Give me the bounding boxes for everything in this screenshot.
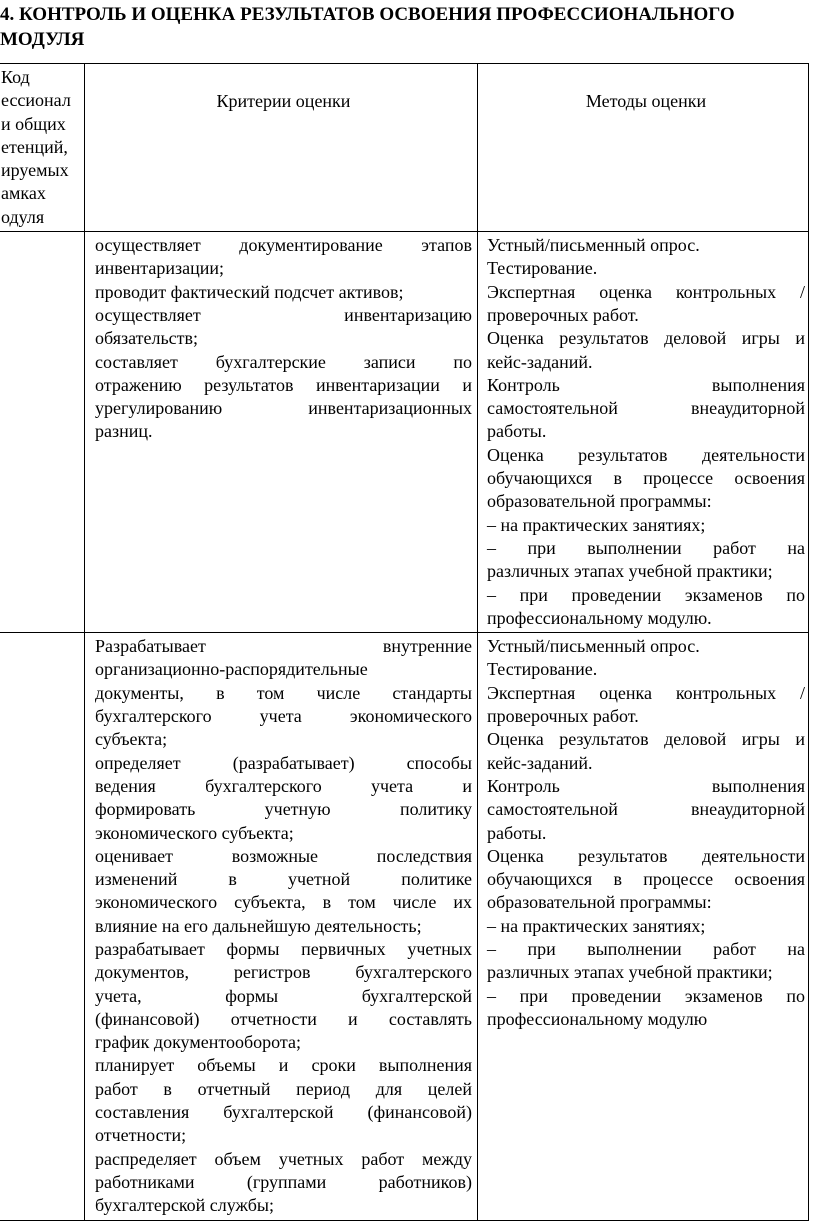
header-code-line: ируемых (1, 160, 69, 181)
criteria-line: Разрабатывает внутренние (95, 636, 472, 657)
methods-line: профессиональному модулю. (487, 607, 712, 628)
methods-line: обучающихся в процессе освоения (487, 869, 805, 890)
section-heading-line-2: МОДУЛЯ (0, 29, 85, 50)
methods-line: Оценка результатов деятельности (487, 444, 805, 465)
criteria-line: ведения бухгалтерского учета и (95, 775, 472, 796)
methods-line: образовательной программы: (487, 892, 712, 913)
methods-line: – при выполнении работ на (487, 537, 805, 558)
methods-line: Оценка результатов деловой игры и (487, 729, 805, 750)
criteria-line: бухгалтерской службы; (95, 1195, 274, 1216)
methods-line: – при выполнении работ на (487, 938, 805, 959)
criteria-line: бухгалтерского учета экономического (95, 706, 472, 727)
methods-line: проверочных работ. (487, 706, 639, 727)
methods-line: образовательной программы: (487, 491, 712, 512)
methods-line: – на практических занятиях; (487, 915, 706, 936)
header-code-lines (1, 66, 82, 229)
methods-line: самостоятельной внеаудиторной (487, 398, 805, 419)
methods-line: различных этапах учебной практики; (487, 561, 773, 582)
criteria-line: распределяет объем учетных работ между (95, 1148, 472, 1169)
methods-line: проверочных работ. (487, 304, 639, 325)
criteria-line: экономического субъекта, в том числе их (95, 892, 472, 913)
methods-line: кейс-заданий. (487, 752, 593, 773)
methods-line: Оценка результатов деятельности (487, 845, 805, 866)
criteria-line: определяет (разрабатывает) способы (95, 752, 472, 773)
criteria-line: оценивает возможные последствия (95, 845, 472, 866)
header-code-line: одуля (1, 206, 45, 227)
criteria-line: влияние на его дальнейшую деятельность; (95, 915, 422, 936)
criteria-line: график документооборота; (95, 1032, 301, 1053)
methods-line: Экспертная оценка контрольных / (487, 281, 805, 302)
methods-cell (478, 633, 809, 1220)
header-code-cell (0, 64, 85, 232)
criteria-line: проводит фактический подсчет активов; (95, 281, 404, 302)
criteria-cell (85, 232, 478, 633)
criteria-line: планирует объемы и сроки выполнения (95, 1055, 472, 1076)
criteria-line: составляет бухгалтерские записи по (95, 351, 472, 372)
methods-line: профессиональному модулю (487, 1008, 708, 1029)
methods-cell (478, 232, 809, 633)
criteria-line: разрабатывает формы первичных учетных (95, 938, 472, 959)
methods-line: Устный/письменный опрос. (487, 235, 700, 256)
methods-line: – на практических занятиях; (487, 514, 706, 535)
criteria-line: обязательств; (95, 328, 199, 349)
methods-line: Тестирование. (487, 659, 598, 680)
methods-line: Тестирование. (487, 258, 598, 279)
methods-line: – при проведении экзаменов по (487, 584, 805, 605)
criteria-line: отчетности; (95, 1125, 187, 1146)
methods-line: Контроль выполнения (487, 775, 805, 796)
methods-line: Контроль выполнения (487, 374, 805, 395)
criteria-line: составления бухгалтерской (финансовой) (95, 1102, 472, 1123)
criteria-line: экономического субъекта; (95, 822, 294, 843)
section-heading-line-1: 4. КОНТРОЛЬ И ОЦЕНКА РЕЗУЛЬТАТОВ ОСВОЕНИЯ ПРОФЕССИОНАЛЬНОГО (0, 4, 735, 25)
methods-line: работы. (487, 822, 547, 843)
criteria-line: осуществляет документирование этапов (95, 235, 472, 256)
row-code-cell (0, 633, 85, 1220)
methods-line: Оценка результатов деловой игры и (487, 328, 805, 349)
methods-line: самостоятельной внеаудиторной (487, 799, 805, 820)
methods-line: Устный/письменный опрос. (487, 636, 700, 657)
criteria-cell (85, 633, 478, 1220)
criteria-line: (финансовой) отчетности и составлять (95, 1008, 472, 1029)
criteria-line: документы, в том числе стандарты (95, 682, 472, 703)
criteria-line: инвентаризации; (95, 258, 224, 279)
header-code-line: ессионал (1, 90, 71, 111)
criteria-line: урегулированию инвентаризационных (95, 398, 472, 419)
table-row (0, 633, 809, 1220)
table-row (0, 232, 809, 633)
table-header-row (0, 64, 809, 232)
row-code-cell (0, 232, 85, 633)
assessment-table (0, 63, 809, 1221)
methods-line: различных этапах учебной практики; (487, 962, 773, 983)
criteria-line: осуществляет инвентаризацию (95, 304, 472, 325)
criteria-line: документов, регистров бухгалтерского (95, 962, 472, 983)
header-code-line: Код (1, 67, 30, 87)
methods-line: – при проведении экзаменов по (487, 985, 805, 1006)
header-criteria-cell: Критерии оценки (85, 64, 478, 232)
header-code-line: амках (1, 183, 46, 204)
criteria-line: отражению результатов инвентаризации и (95, 374, 472, 395)
criteria-line: учета, формы бухгалтерской (95, 985, 472, 1006)
header-methods-cell: Методы оценки (478, 64, 809, 232)
methods-line: работы. (487, 421, 547, 442)
criteria-line: организационно-распорядительные (95, 659, 368, 680)
criteria-line: работ в отчетный период для целей (95, 1078, 472, 1099)
criteria-line: разниц. (95, 421, 153, 442)
criteria-line: формировать учетную политику (95, 799, 472, 820)
header-code-line: етенций, (1, 136, 68, 157)
assessment-table-wrapper (0, 63, 808, 1221)
methods-line: Экспертная оценка контрольных / (487, 682, 805, 703)
header-code-line: и общих (1, 113, 66, 134)
criteria-line: изменений в учетной политике (95, 869, 472, 890)
criteria-line: работниками (группами работников) (95, 1171, 472, 1192)
criteria-line: субъекта; (95, 729, 168, 750)
section-heading (0, 2, 810, 52)
methods-line: кейс-заданий. (487, 351, 593, 372)
methods-line: обучающихся в процессе освоения (487, 468, 805, 489)
